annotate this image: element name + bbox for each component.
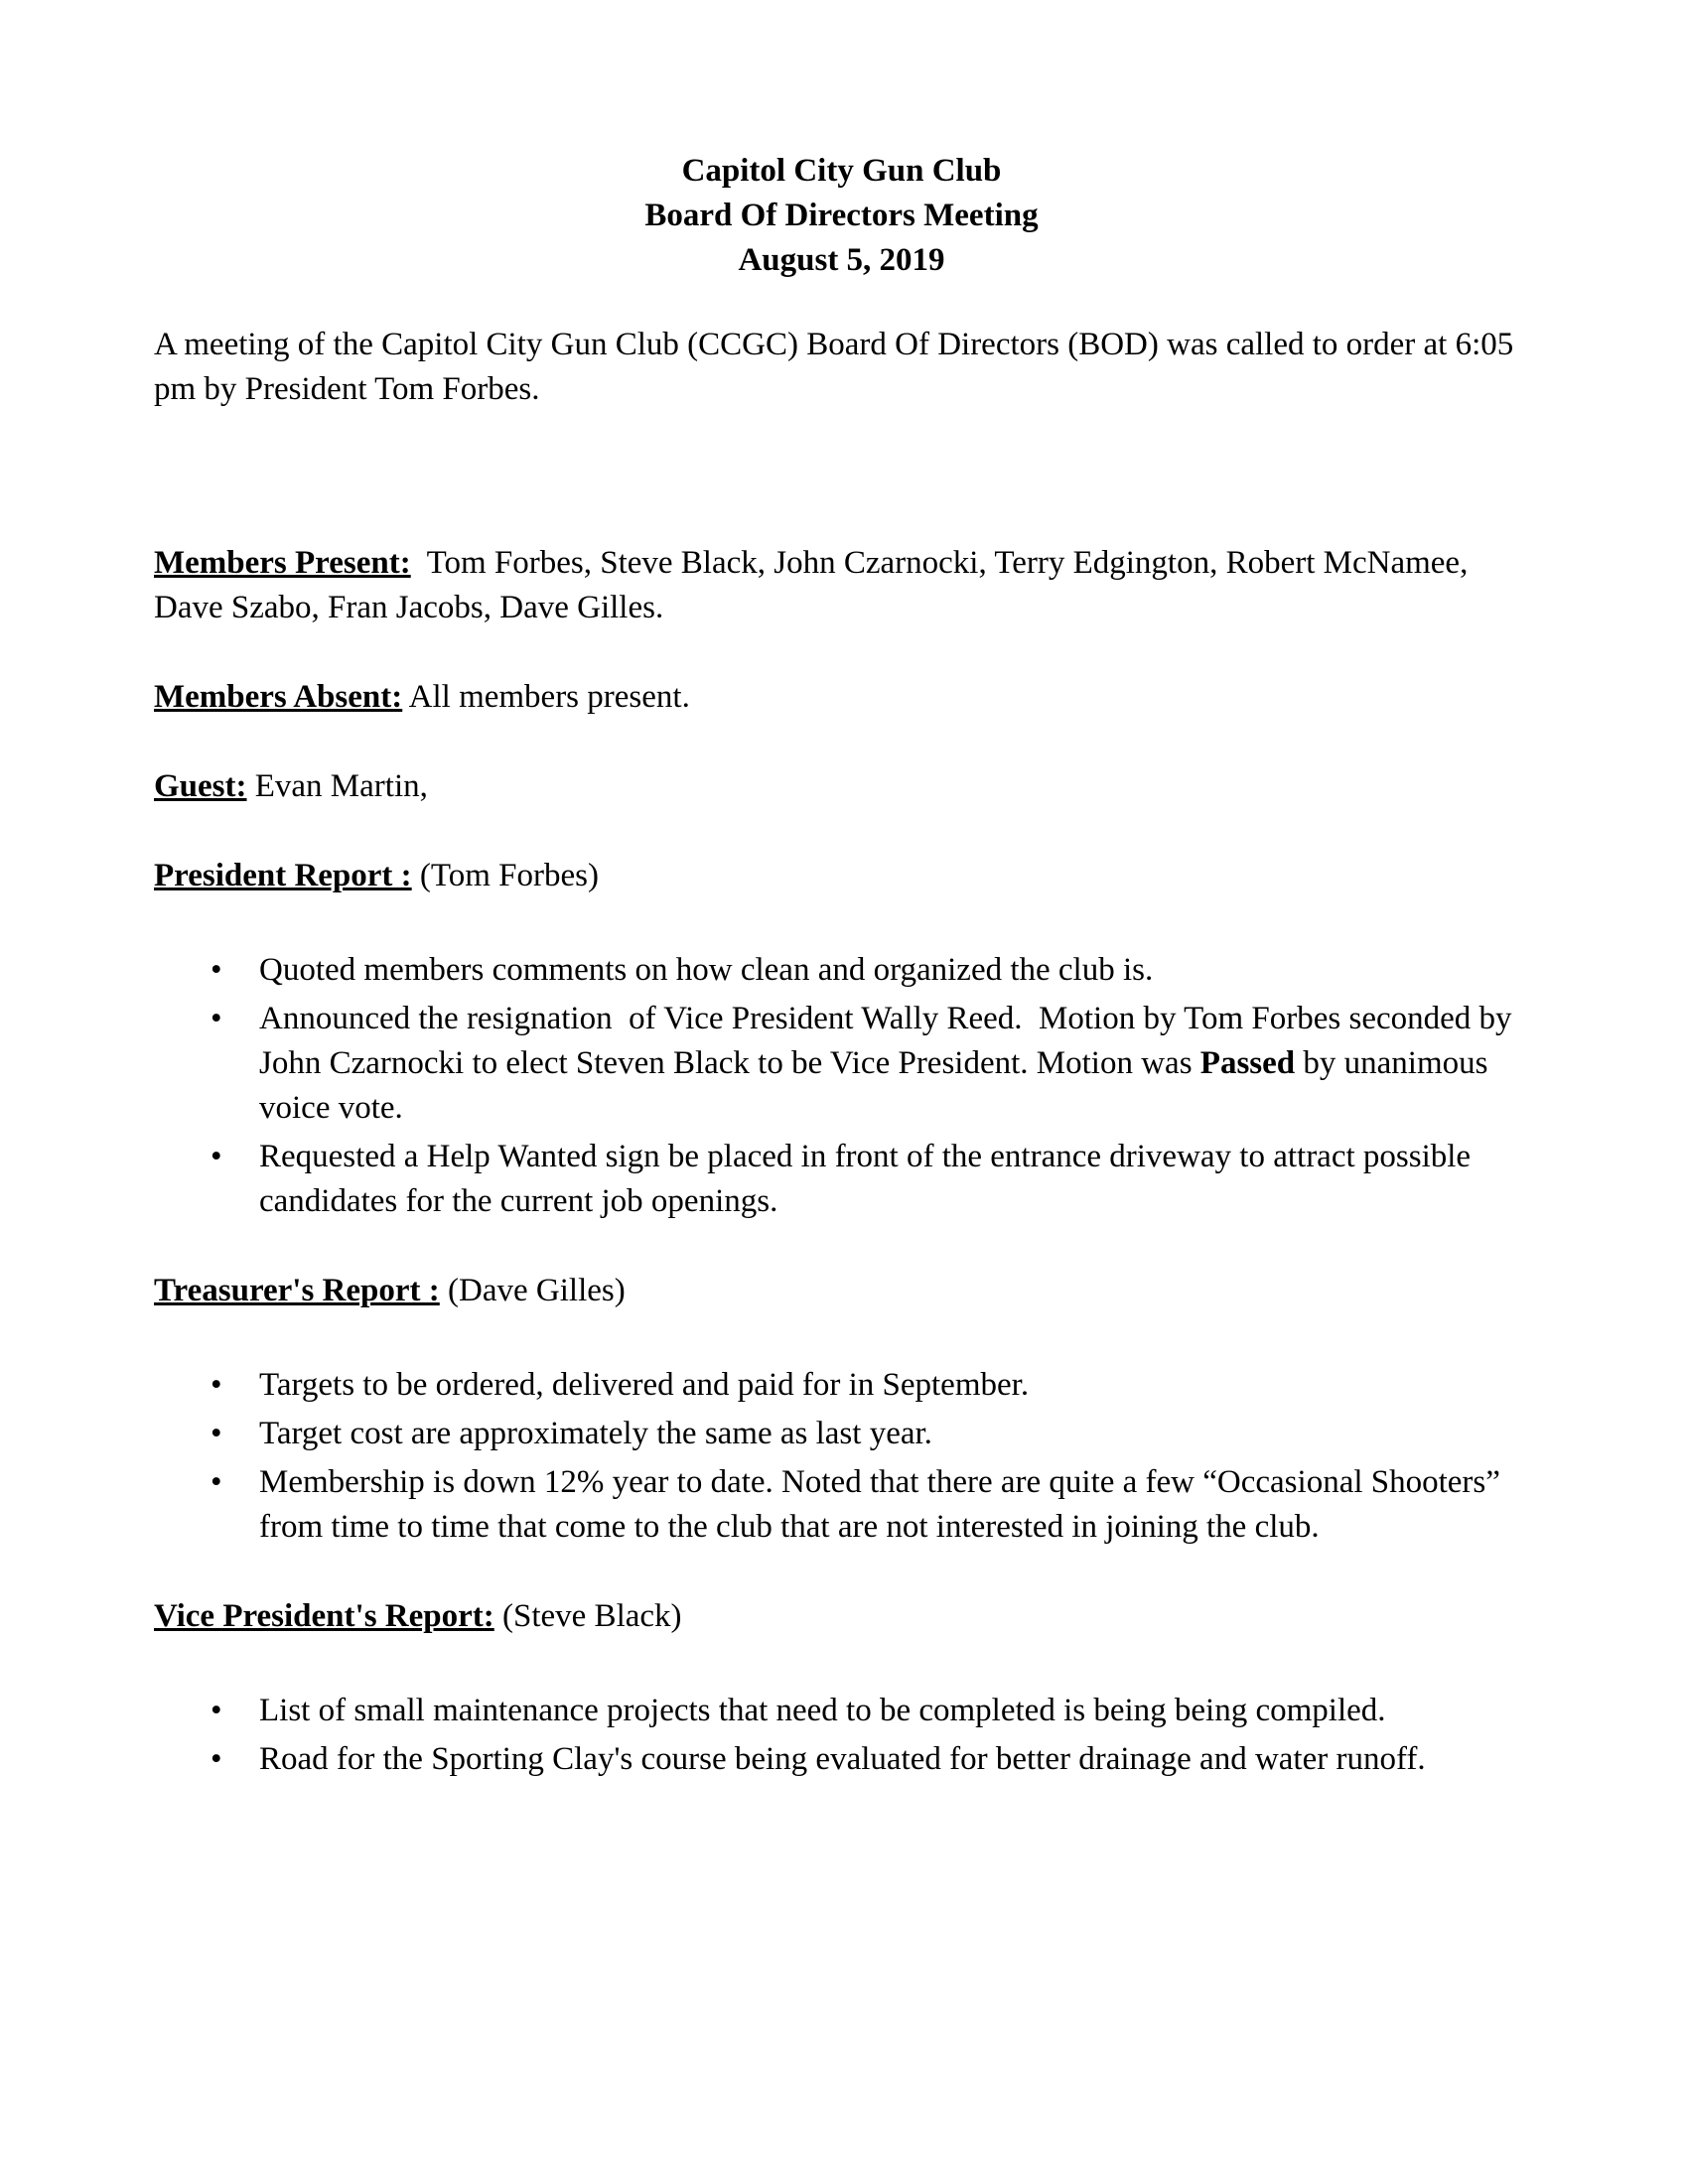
vice-president-report-heading bbox=[154, 1594, 1529, 1639]
bullet-bold-word: Passed bbox=[1199, 1045, 1296, 1081]
members-absent-line bbox=[154, 675, 1529, 720]
intro-paragraph: A meeting of the Capitol City Gun Club (CCGC) Board Of Directors (BOD) was called to order at 6:05 pm by President Tom Forbes. bbox=[154, 327, 1522, 407]
treasurer-report-author: (Dave Gilles) bbox=[439, 1273, 626, 1308]
members-present-line bbox=[154, 541, 1529, 630]
treasurer-report-bullet-list bbox=[154, 1363, 1529, 1550]
vice-president-report-bullet-list bbox=[154, 1689, 1529, 1782]
title-line-club-name: Capitol City Gun Club bbox=[681, 153, 1002, 189]
bullet-text-segment: Announced the resignation of Vice President Wally Reed. Motion by Tom Forbes seconded by John Czarnocki to elect Steven Black to be Vice President. Motion was bbox=[259, 1001, 1520, 1081]
guest-value: Evan Martin, bbox=[246, 768, 428, 804]
bullet-item: • Requested a Help Wanted sign be placed in front of the entrance driveway to attract possible candidates for the current job openings. bbox=[154, 1135, 1529, 1224]
president-report-author: (Tom Forbes) bbox=[411, 858, 600, 893]
vice-president-report-author: (Steve Black) bbox=[493, 1598, 682, 1634]
vice-president-report-label: Vice President's Report: bbox=[154, 1598, 494, 1634]
members-present-names: Tom Forbes, Steve Black, John Czarnocki, Terry Edgington, Robert McNamee, Dave Szabo, Fran Jacobs, Dave Gilles. bbox=[154, 545, 1477, 625]
members-absent-label: Members Absent: bbox=[154, 679, 403, 715]
title-line-meeting-type: Board Of Directors Meeting bbox=[644, 198, 1039, 233]
treasurer-report-label: Treasurer's Report : bbox=[154, 1273, 440, 1308]
document-title bbox=[154, 149, 1529, 283]
title-line-date: August 5, 2019 bbox=[738, 242, 945, 278]
guest-label: Guest: bbox=[154, 768, 247, 804]
bullet-item: • List of small maintenance projects that need to be completed is being being compiled. bbox=[154, 1689, 1529, 1733]
treasurer-report-heading bbox=[154, 1269, 1529, 1313]
members-absent-value: All members present. bbox=[402, 679, 690, 715]
president-report-label: President Report : bbox=[154, 858, 412, 893]
president-report-bullet-list bbox=[154, 948, 1529, 1224]
bullet-item: • Road for the Sporting Clay's course being evaluated for better drainage and water runoff. bbox=[154, 1737, 1529, 1782]
members-present-label: Members Present: bbox=[154, 545, 411, 581]
bullet-item: • Membership is down 12% year to date. Noted that there are quite a few “Occasional Shooters” from time to time that come to the club that are not interested in joining the club. bbox=[154, 1460, 1529, 1550]
bullet-text-segment: by unanimous voice vote. bbox=[259, 1045, 1496, 1126]
bullet-item: • Targets to be ordered, delivered and paid for in September. bbox=[154, 1363, 1529, 1408]
president-report-heading bbox=[154, 854, 1529, 898]
bullet-item: • Quoted members comments on how clean and organized the club is. bbox=[154, 948, 1529, 993]
guest-line bbox=[154, 764, 1529, 809]
bullet-item: • Target cost are approximately the same as last year. bbox=[154, 1412, 1529, 1456]
bullet-item bbox=[154, 997, 1529, 1131]
